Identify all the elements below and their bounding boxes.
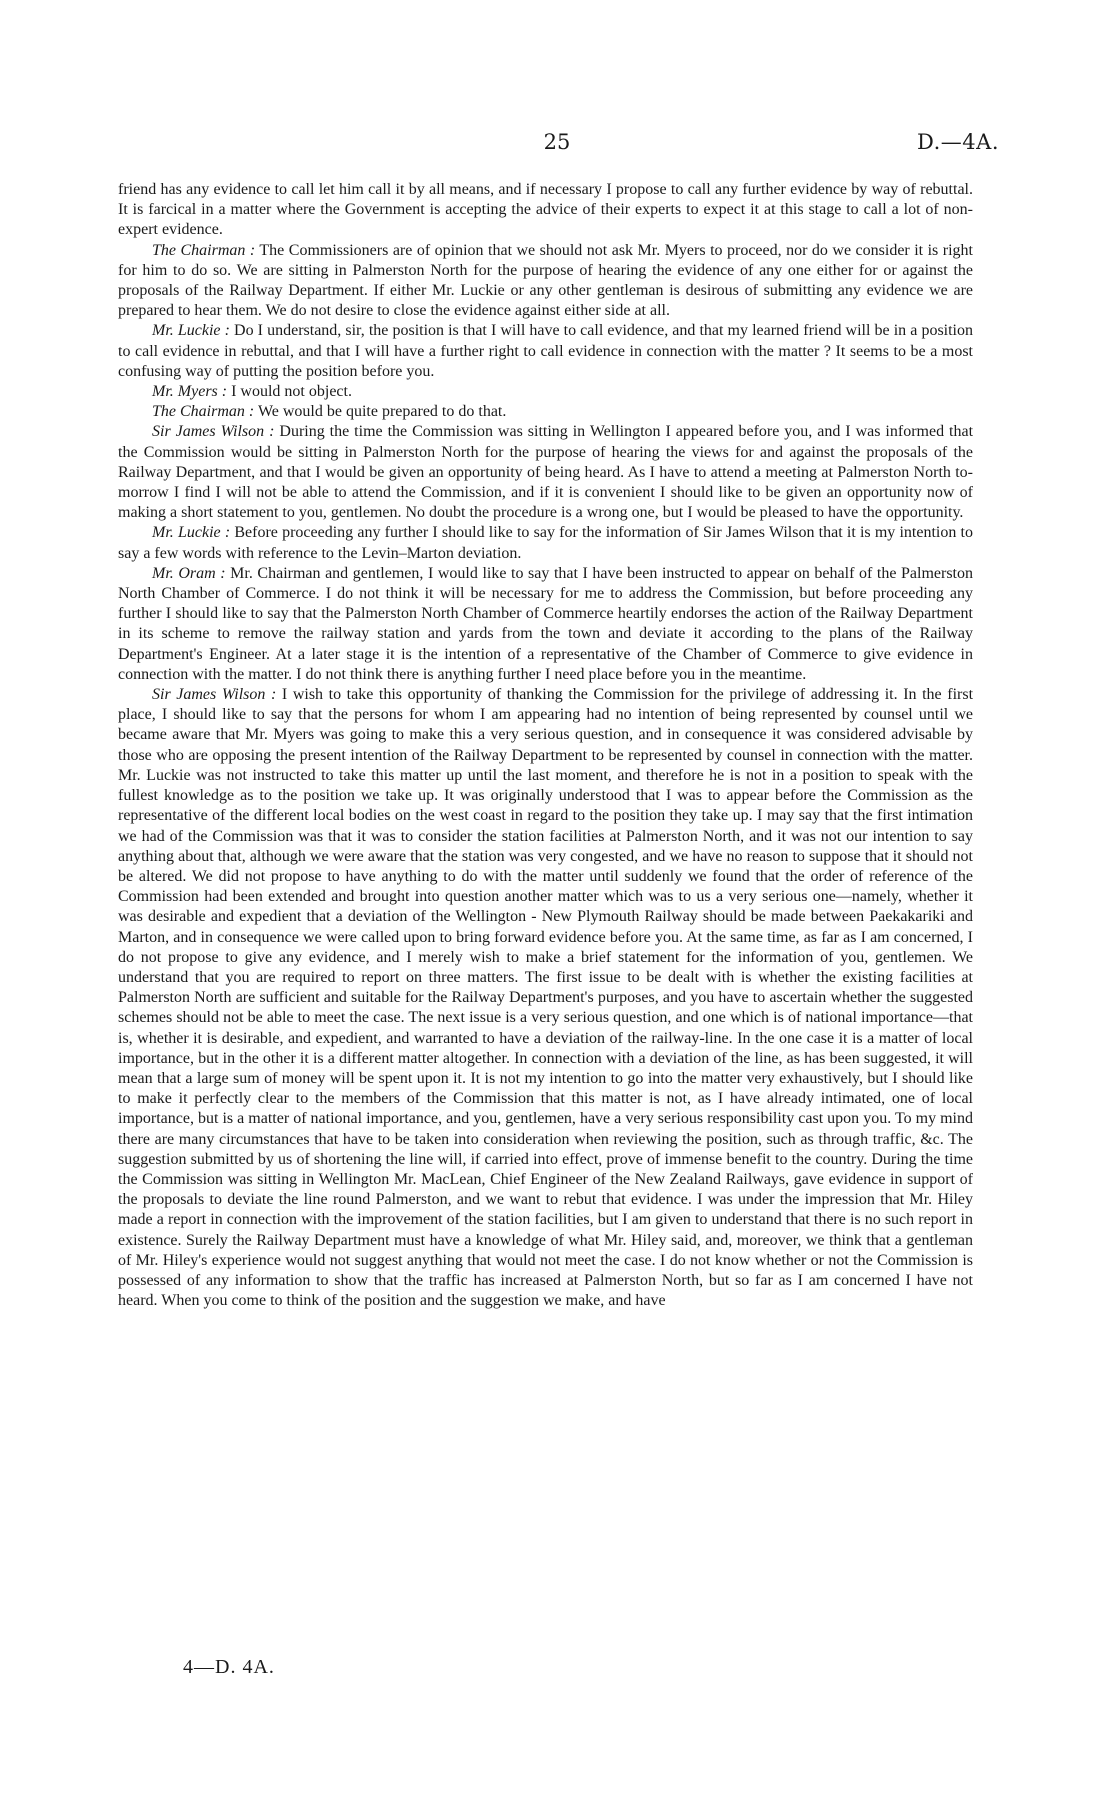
speaker-name: The Chairman : — [152, 403, 255, 421]
speaker-name: Mr. Myers : — [152, 383, 228, 401]
paragraph — [118, 402, 973, 422]
paragraph — [118, 422, 973, 523]
paragraph-text: During the time the Commission was sitting in Wellington I appeared before you, and I was informed that the Commission would be sitting in Palmerston North for the purpose of hearing the views for and against the proposals of the Railway Department, and that I would be given an opportunity of being heard. As I have to attend a meeting at Palmerston North to-morrow I find I will not be able to attend the Commission, and if it is convenient I should like to be given an opportunity now of making a short statement to you, gentlemen. No doubt the procedure is a wrong one, but I would be pleased to have the opportunity. — [118, 423, 974, 522]
paragraph-text: Mr. Chairman and gentlemen, I would like to say that I have been instructed to appear on behalf of the Palmerston North Chamber of Commerce. I do not think it will be necessary for me to address the Commission, but before proceeding any further I should like to say that the Palmerston North Chamber of Commerce heartily endorses the action of the Railway Department in its scheme to remove the railway station and yards from the town and deviate it according to the plans of the Railway Department's Engineer. At a later stage it is the intention of a representative of the Chamber of Commerce to give evidence in connection with the matter. I do not think there is anything further I need place before you in the meantime. — [118, 564, 973, 683]
speaker-name: Sir James Wilson : — [152, 686, 277, 704]
paragraph — [118, 685, 973, 1311]
paragraph-text: The Commissioners are of opinion that we should not ask Mr. Myers to proceed, nor do we consider it is right for him to do so. We are sitting in Palmerston North for the purpose of hearing the evidence of any one either for or against the proposals of the Railway Department. If either Mr. Luckie or any other gentleman is desirous of submitting any evidence we are prepared to hear them. We do not desire to close the evidence against either side at all. — [118, 241, 973, 320]
paragraph-text: Do I understand, sir, the position is that I will have to call evidence, and that my learned friend will be in a position to call evidence in rebuttal, and that I will have a further right to call evidence in connection with the matter ? It seems to be a most confusing way of putting the position before you. — [118, 322, 974, 380]
body-text — [118, 180, 973, 1311]
speaker-name: The Chairman : — [152, 241, 256, 259]
speaker-name: Mr. Luckie : — [152, 524, 231, 542]
speaker-name: Mr. Oram : — [152, 564, 226, 582]
sheet-signature: 4—D. 4A. — [183, 1656, 275, 1678]
paragraph — [118, 523, 973, 563]
paragraph-text: I would not object. — [231, 383, 352, 401]
paragraph-text: friend has any evidence to call let him call it by all means, and if necessary I propose to call any further evidence by way of rebuttal. It is farcical in a matter where the Government is accepting the advice of their experts to expect it at this stage to call a lot of non-expert evidence. — [118, 181, 973, 239]
document-reference: D.—4A. — [917, 130, 999, 154]
speaker-name: Sir James Wilson : — [152, 423, 275, 441]
paragraph — [118, 321, 973, 382]
page-number: 25 — [543, 130, 571, 154]
paragraph-text: Before proceeding any further I should like to say for the information of Sir James Wilson that it is my intention to say a few words with reference to the Levin–Marton deviation. — [118, 524, 973, 562]
paragraph — [118, 382, 973, 402]
paragraph — [118, 564, 973, 685]
paragraph — [118, 241, 973, 322]
paragraph-text: I wish to take this opportunity of thanking the Commission for the privilege of addressing it. In the first place, I should like to say that the persons for whom I am appearing had no intention of being represented by counsel until we became aware that Mr. Myers was going to make this a very serious question, and in consequence it was considered advisable by those who are opposing the present intention of the Railway Department to be represented by counsel in connection with the matter. Mr. Luckie was not instructed to take this matter up until the last moment, and therefore he is not in a position to speak with the fullest knowledge as to the position we take up. It was originally understood that I was to appear before the Commission as the representative of the different local bodies on the west coast in regard to the position they take up. I may say that the first intimation we had of the Commission was that it was to consider the station facilities at Palmerston North, and it was not our intention to say anything about that, although we were aware that the station was very congested, and we have no reason to suppose that it should not be altered. We did not propose to have anything to do with the matter until suddenly we found that the order of reference of the Commission had been extended and brought into question another matter which was to us a very serious one—namely, whether it was desirable and expedient that a deviation of the Wellington - New Plymouth Railway should be made between Paekakariki and Marton, and in consequence we were called upon to bring forward evidence before you. At the same time, as far as I am concerned, I do not propose to give any evidence, and I merely wish to make a brief statement for the information of you, gentlemen. We understand that you are required to report on three matters. The first issue to be dealt with is whether the existing facilities at Palmerston North are sufficient and suitable for the Railway Department's purposes, and you have to ascertain whether the suggested schemes should not be able to meet the case. The next issue is a very serious question, and one which is of national importance—that is, whether it is desirable, and expedient, and warranted to have a deviation of the railway-line. In the one case it is a matter of local importance, but in the other it is a different matter altogether. In connection with a deviation of the line, as has been suggested, it will mean that a large sum of money will be spent upon it. It is not my intention to go into the matter very exhaustively, but I should like to make it perfectly clear to the members of the Commission that this matter is not, as I have already intimated, one of local importance, but is a matter of national importance, and you, gentlemen, have a very serious responsibility cast upon you. To my mind there are many circumstances that have to be taken into consideration when reviewing the position, such as through traffic, &c. The suggestion submitted by us of shortening the line will, if carried into effect, prove of immense benefit to the country. During the time the Commission was sitting in Wellington Mr. MacLean, Chief Engineer of the New Zealand Railways, gave evidence in support of the proposals to deviate the line round Palmerston, and we want to rebut that evidence. I was under the impression that Mr. Hiley made a report in connection with the improvement of the station facilities, but I am given to understand that there is no such report in existence. Surely the Railway Department must have a knowledge of what Mr. Hiley said, and, moreover, we think that a gentleman of Mr. Hiley's experience would not suggest anything that would not meet the case. I do not know whether or not the Commission is possessed of any information to show that the traffic has increased at Palmerston North, but so far as I am concerned I have not heard. When you come to think of the position and the suggestion we make, and have — [118, 686, 974, 1310]
paragraph — [118, 180, 973, 241]
speaker-name: Mr. Luckie : — [152, 322, 230, 340]
paragraph-text: We would be quite prepared to do that. — [257, 403, 507, 421]
